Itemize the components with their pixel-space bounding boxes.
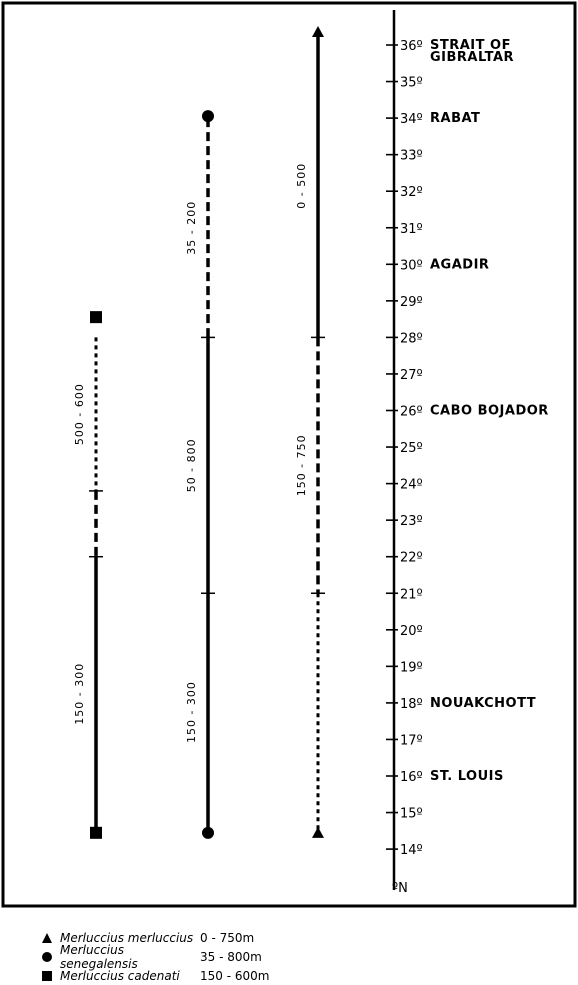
legend-species-name: Merluccius merluccius bbox=[60, 930, 194, 945]
depth-range-label: 150 - 300 bbox=[185, 681, 198, 744]
place-label: GIBRALTAR bbox=[430, 50, 515, 65]
circle-icon bbox=[40, 950, 54, 964]
square-marker bbox=[90, 311, 102, 323]
latitude-label: 34º bbox=[400, 112, 423, 128]
latitude-label: 24º bbox=[400, 477, 423, 493]
latitude-label: 28º bbox=[400, 331, 423, 347]
place-label: RABAT bbox=[430, 111, 481, 127]
species-line-1 bbox=[185, 110, 215, 839]
species-range-lines bbox=[73, 26, 325, 839]
legend-species-name: Merluccius senegalensis bbox=[60, 942, 138, 971]
legend-depth-range: 150 - 600m bbox=[200, 968, 270, 983]
latitude-label: 26º bbox=[400, 404, 423, 420]
latitude-axis bbox=[386, 39, 423, 858]
axis-unit-label: ºN bbox=[392, 881, 408, 896]
circle-marker bbox=[202, 110, 214, 122]
legend-depth-range: 35 - 800m bbox=[200, 949, 262, 964]
latitude-label: 18º bbox=[400, 696, 423, 712]
legend bbox=[40, 928, 540, 985]
species-line-2 bbox=[73, 311, 103, 839]
latitude-label: 27º bbox=[400, 367, 423, 383]
depth-range-label: 150 - 750 bbox=[295, 434, 308, 497]
legend-species-name: Merluccius cadenati bbox=[60, 968, 180, 983]
species-line-0 bbox=[295, 26, 325, 838]
depth-range-label: 150 - 300 bbox=[73, 662, 86, 725]
legend-depth-range: 0 - 750m bbox=[200, 930, 255, 945]
latitude-label: 14º bbox=[400, 843, 423, 859]
latitude-label: 15º bbox=[400, 806, 423, 822]
latitude-label: 22º bbox=[400, 550, 423, 566]
place-label: NOUAKCHOTT bbox=[430, 695, 537, 711]
depth-range-label: 500 - 600 bbox=[73, 383, 86, 446]
latitude-label: 32º bbox=[400, 185, 423, 201]
latitude-label: 19º bbox=[400, 660, 423, 676]
latitude-label: 17º bbox=[400, 733, 423, 749]
latitude-label: 30º bbox=[400, 258, 423, 274]
latitude-label: 33º bbox=[400, 148, 423, 164]
latitude-label: 23º bbox=[400, 514, 423, 530]
square-icon bbox=[40, 969, 54, 983]
triangle-marker bbox=[312, 26, 324, 37]
latitude-label: 36º bbox=[400, 39, 423, 54]
latitude-label: 21º bbox=[400, 587, 423, 603]
latitude-label: 31º bbox=[400, 221, 423, 237]
latitude-label: 16º bbox=[400, 770, 423, 785]
triangle-marker bbox=[312, 827, 324, 838]
place-label: CABO BOJADOR bbox=[430, 403, 549, 419]
latitude-label: 20º bbox=[400, 623, 423, 639]
triangle-icon bbox=[40, 931, 54, 945]
latitude-label: 29º bbox=[400, 294, 423, 310]
latitude-label: 35º bbox=[400, 75, 423, 91]
place-label: ST. LOUIS bbox=[430, 769, 504, 784]
place-label: AGADIR bbox=[430, 257, 490, 273]
place-label: STRAIT OF bbox=[430, 38, 511, 53]
legend-item-cadenati bbox=[40, 966, 540, 985]
square-marker bbox=[90, 827, 102, 839]
circle-marker bbox=[202, 827, 214, 839]
place-labels bbox=[430, 38, 549, 784]
legend-item-senegalensis bbox=[40, 942, 540, 971]
depth-range-label: 50 - 800 bbox=[185, 438, 198, 493]
depth-range-label: 0 - 500 bbox=[295, 162, 308, 209]
latitude-label: 25º bbox=[400, 441, 423, 457]
depth-range-label: 35 - 200 bbox=[185, 200, 198, 255]
